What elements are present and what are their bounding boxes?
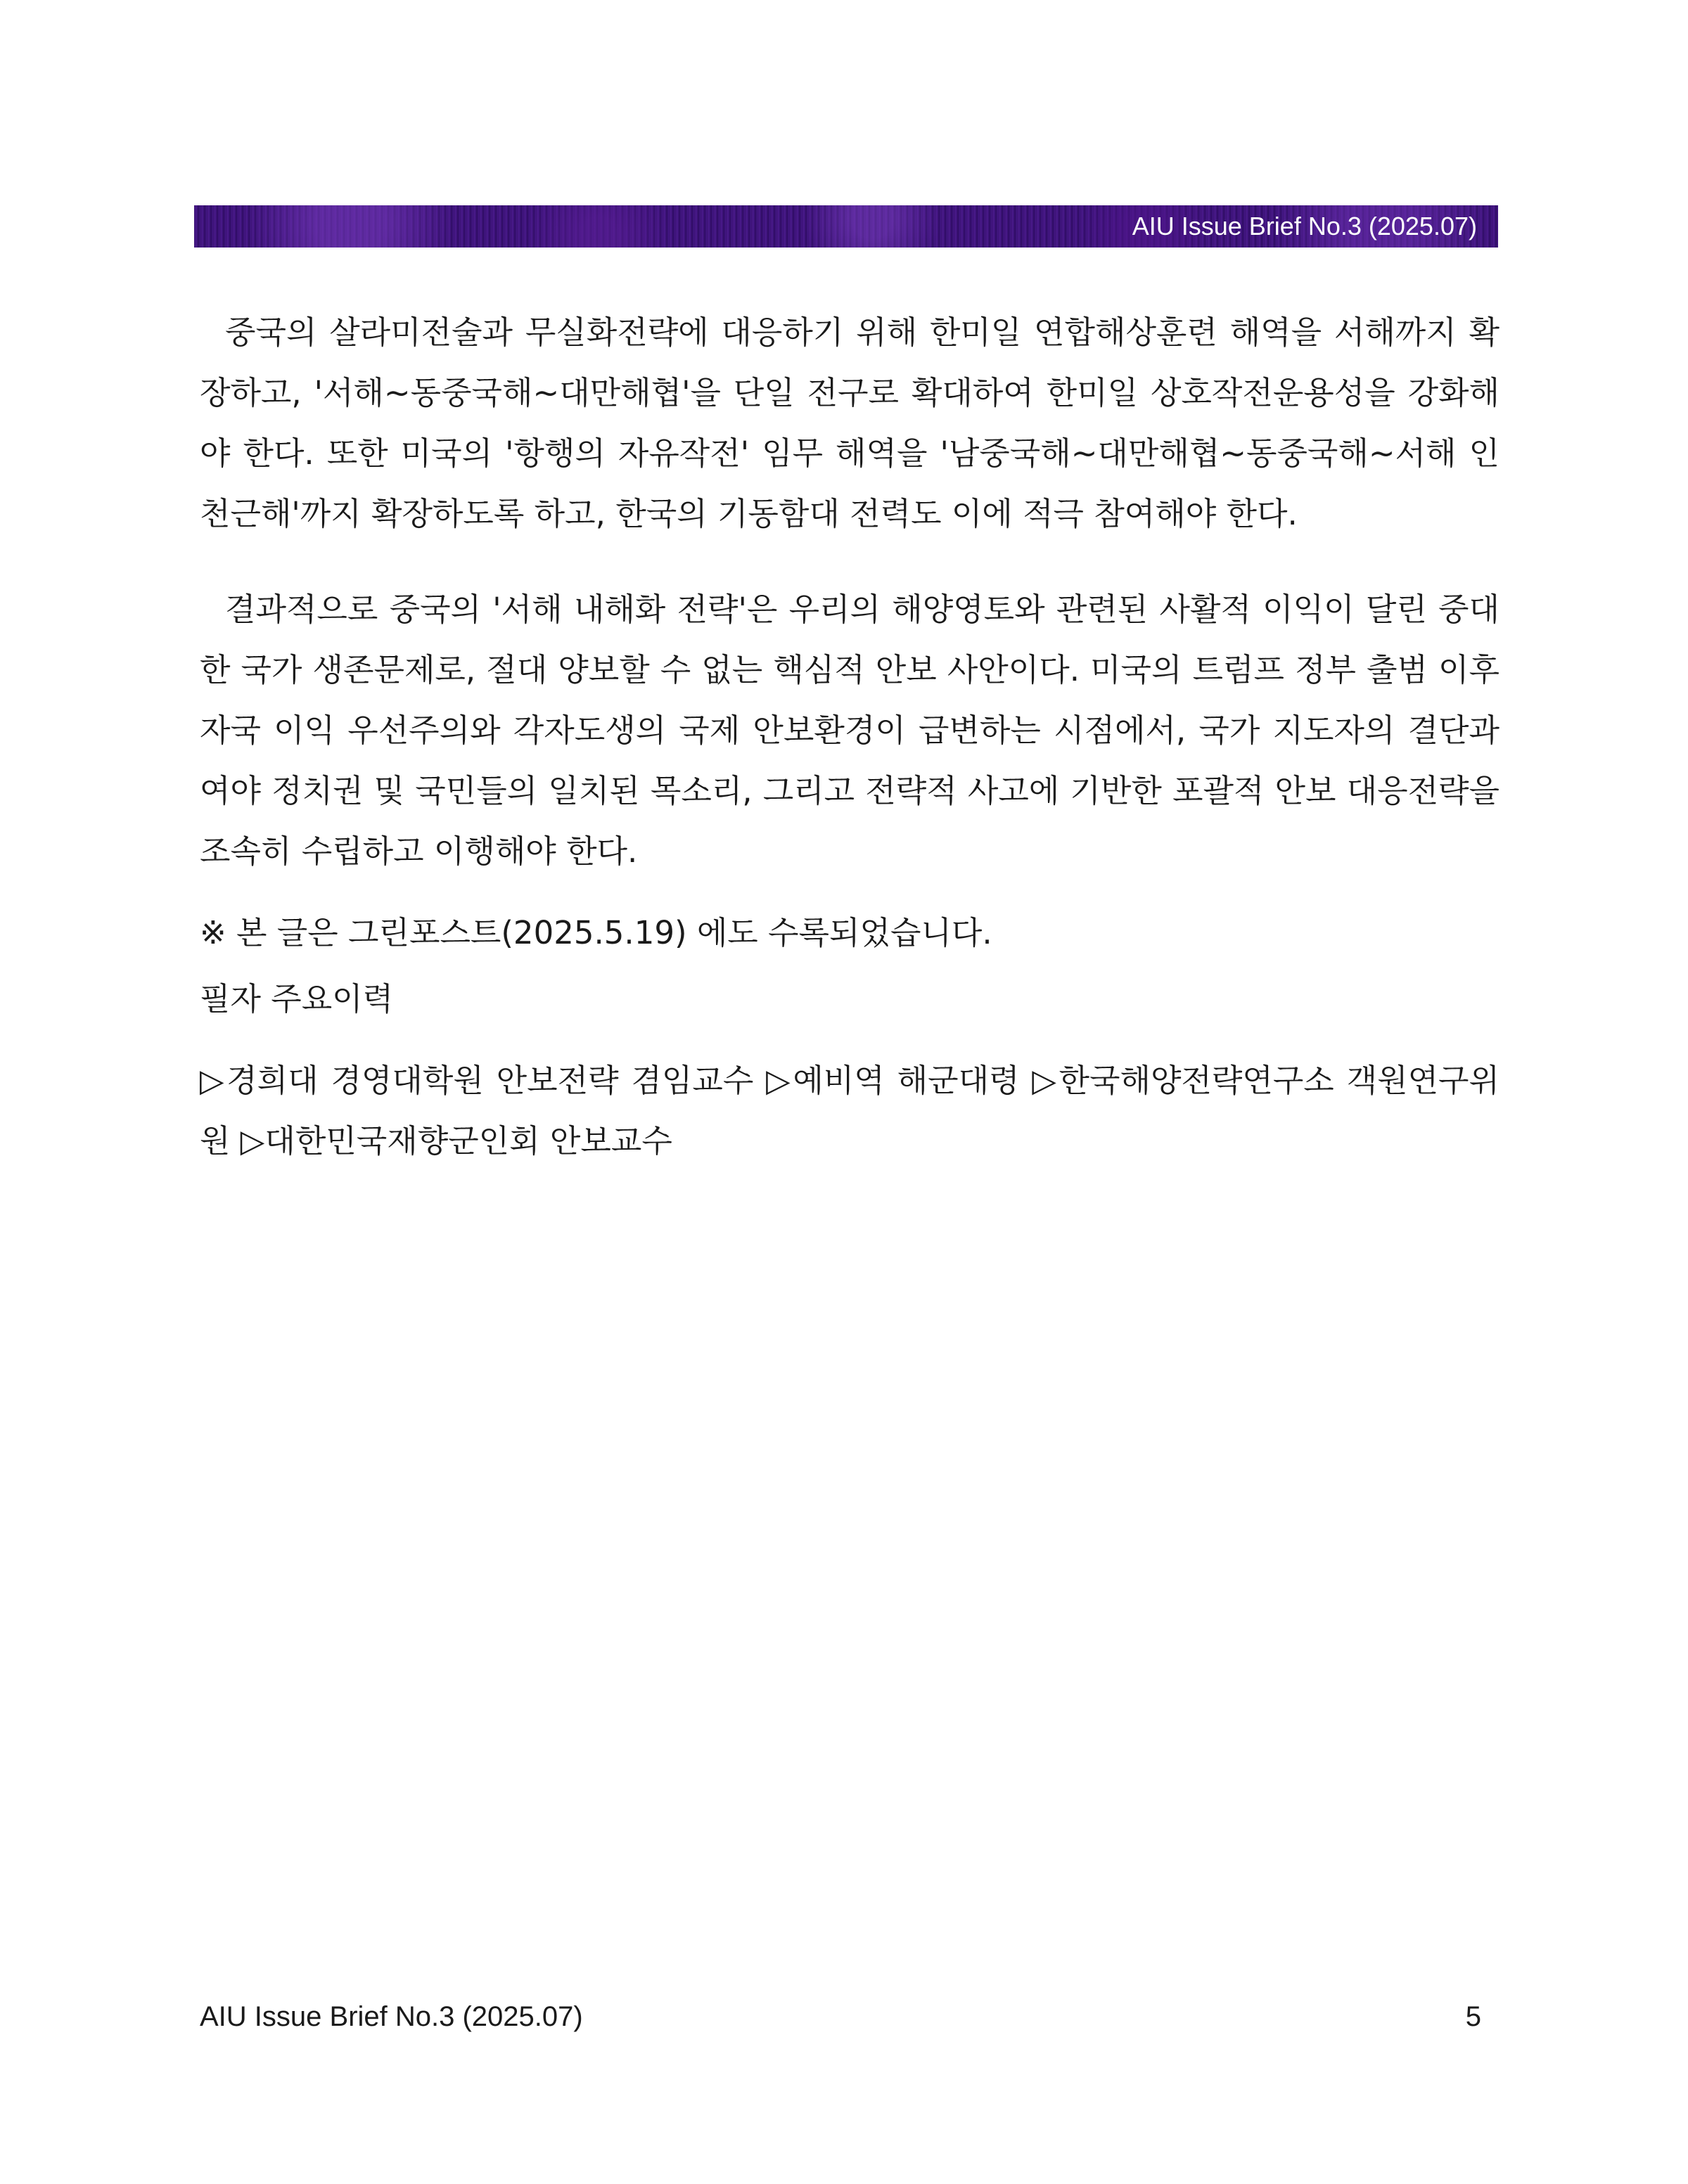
paragraph-spacer — [200, 882, 1500, 903]
author-career: ▷경희대 경영대학원 안보전략 겸임교수 ▷예비역 해군대령 ▷한국해양전략연구소 객원연구위원 ▷대한민국재향군인회 안보교수 — [200, 1062, 1500, 1160]
body-paragraph-1: 중국의 살라미전술과 무실화전략에 대응하기 위해 한미일 연합해상훈련 해역을 서해까지 확장하고, '서해~동중국해~대만해협'을 단일 전구로 확대하여 한미일 상호작전운용성을 강화해야 한다. 또한 미국의 '항행의 자유작전' 임무 해역을 '남중국해~대만해협~동중국해~서해 인천근해'까지 확장하도록 하고, 한국의 기동함대 전력도 이에 적극 참여해야 한다. — [200, 314, 1500, 532]
paragraph-spacer — [200, 1029, 1500, 1051]
header-banner — [194, 205, 1498, 248]
footer-publication: AIU Issue Brief No.3 (2025.07) — [200, 2001, 583, 2032]
publication-note: ※ 본 글은 그린포스트(2025.5.19) 에도 수록되었습니다. — [200, 914, 992, 951]
document-body — [200, 302, 1500, 1171]
paragraph-spacer — [200, 544, 1500, 579]
page-number: 5 — [1465, 2001, 1481, 2032]
body-paragraph-2: 결과적으로 중국의 '서해 내해화 전략'은 우리의 해양영토와 관련된 사활적 이익이 달린 중대한 국가 생존문제로, 절대 양보할 수 없는 핵심적 안보 사안이다. 미국의 트럼프 정부 출범 이후 자국 이익 우선주의와 각자도생의 국제 안보환경이 급변하는 시점에서, 국가 지도자의 결단과 여야 정치권 및 국민들의 일치된 목소리, 그리고 전략적 사고에 기반한 포괄적 안보 대응전략을 조속히 수립하고 이행해야 한다. — [200, 591, 1500, 870]
header-title: AIU Issue Brief No.3 (2025.07) — [1132, 212, 1477, 240]
paragraph-spacer — [200, 963, 1500, 969]
author-heading: 필자 주요이력 — [200, 980, 394, 1017]
